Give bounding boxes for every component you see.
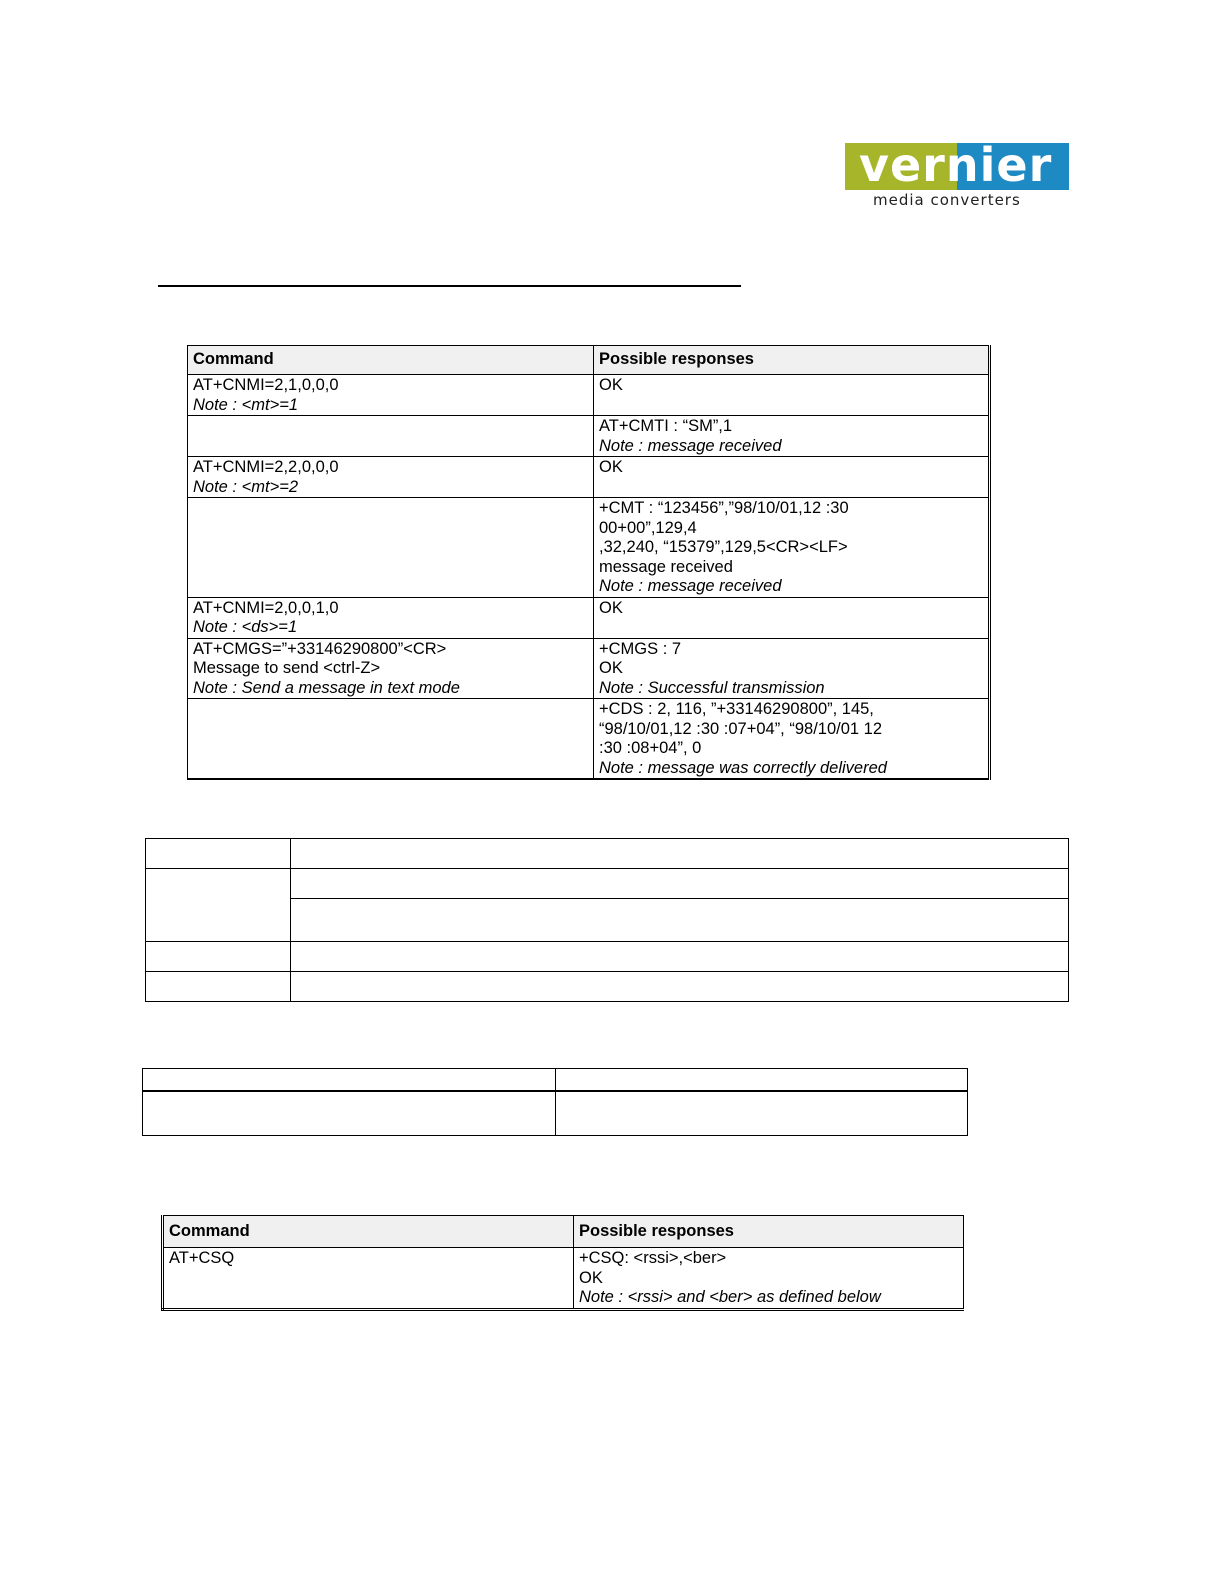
table-row xyxy=(188,699,990,780)
header-command: Command xyxy=(163,1216,574,1248)
response-line: +CSQ: <rssi>,<ber> xyxy=(579,1249,727,1267)
command-line: AT+CNMI=2,2,0,0,0 xyxy=(193,458,339,476)
table-cell xyxy=(146,972,291,1002)
table-row xyxy=(143,1091,968,1136)
table-header-row xyxy=(188,346,990,375)
command-cell xyxy=(163,1248,574,1310)
header-command: Command xyxy=(188,346,594,375)
table-row xyxy=(188,498,990,598)
response-cell xyxy=(594,638,990,699)
response-line: AT+CMTI : “SM”,1 xyxy=(599,417,733,435)
command-note: Note : <mt>=1 xyxy=(193,395,299,414)
command-cell xyxy=(188,699,594,780)
response-line: OK xyxy=(579,1268,603,1287)
command-line: AT+CNMI=2,0,0,1,0 xyxy=(193,598,339,617)
command-cell xyxy=(188,416,594,457)
table-cell xyxy=(291,839,1069,869)
empty-parameter-table xyxy=(145,838,1069,1002)
table-row xyxy=(188,457,990,498)
command-cell xyxy=(188,597,594,638)
response-line: +CMGS : 7 xyxy=(599,639,682,658)
table-row xyxy=(188,375,990,416)
table-cell xyxy=(146,839,291,869)
table-row xyxy=(146,942,1069,972)
response-note: Note : message was correctly delivered xyxy=(599,758,887,777)
response-cell xyxy=(594,597,990,638)
table-cell xyxy=(291,899,1069,942)
response-note: Note : message received xyxy=(599,577,782,595)
response-line: OK xyxy=(599,458,623,476)
response-line: OK xyxy=(599,598,623,617)
section-heading-rule xyxy=(158,285,741,287)
response-cell xyxy=(594,457,990,498)
response-line: “98/10/01,12 :30 :07+04”, “98/10/01 12 xyxy=(599,719,883,738)
response-note: Note : <rssi> and <ber> as defined below xyxy=(579,1288,881,1306)
command-line: AT+CSQ xyxy=(169,1249,235,1267)
logo-tagline: media converters xyxy=(873,191,1021,209)
command-line: Message to send <ctrl-Z> xyxy=(193,659,381,677)
table-row xyxy=(146,839,1069,869)
response-cell xyxy=(594,699,990,780)
table-cell xyxy=(291,942,1069,972)
command-cell xyxy=(188,498,594,598)
response-line: message received xyxy=(599,557,733,576)
header-responses: Possible responses xyxy=(574,1216,964,1248)
table-cell xyxy=(291,869,1069,899)
response-line: OK xyxy=(599,376,623,394)
response-line: 00+00”,129,4 xyxy=(599,518,697,537)
response-cell xyxy=(574,1248,964,1310)
vernier-logo xyxy=(845,138,1069,211)
table-row xyxy=(143,1069,968,1091)
command-note: Note : <ds>=1 xyxy=(193,618,298,636)
logo-wordmark: vernier xyxy=(859,138,1053,192)
response-cell xyxy=(594,498,990,598)
response-line: ,32,240, “15379”,129,5<CR><LF> xyxy=(599,538,848,556)
response-cell xyxy=(594,375,990,416)
header-responses: Possible responses xyxy=(594,346,990,375)
response-line: :30 :08+04”, 0 xyxy=(599,739,702,757)
table-row xyxy=(188,597,990,638)
table-cell xyxy=(146,942,291,972)
response-line: +CMT : “123456”,”98/10/01,12 :30 xyxy=(599,499,849,517)
command-note: Note : Send a message in text mode xyxy=(193,678,460,697)
response-note: Note : message received xyxy=(599,436,782,455)
table-row xyxy=(146,869,1069,899)
table-cell xyxy=(143,1091,556,1136)
command-note: Note : <mt>=2 xyxy=(193,477,299,496)
table-cell xyxy=(556,1069,968,1091)
command-cell xyxy=(188,638,594,699)
cnmi-command-table xyxy=(187,345,991,780)
table-row xyxy=(188,416,990,457)
table-header-row xyxy=(163,1216,964,1248)
table-row xyxy=(163,1248,964,1310)
table-row xyxy=(146,972,1069,1002)
csq-command-table xyxy=(161,1215,964,1311)
response-cell xyxy=(594,416,990,457)
command-cell xyxy=(188,457,594,498)
response-note: Note : Successful transmission xyxy=(599,678,825,697)
table-cell xyxy=(556,1091,968,1136)
command-line: AT+CNMI=2,1,0,0,0 xyxy=(193,376,339,394)
empty-syntax-table xyxy=(142,1068,968,1136)
table-cell xyxy=(146,869,291,942)
response-line: +CDS : 2, 116, ”+33146290800”, 145, xyxy=(599,700,874,718)
response-line: OK xyxy=(599,659,623,677)
command-line: AT+CMGS=”+33146290800”<CR> xyxy=(193,639,447,658)
table-cell xyxy=(143,1069,556,1091)
command-cell xyxy=(188,375,594,416)
table-row xyxy=(188,638,990,699)
table-cell xyxy=(291,972,1069,1002)
